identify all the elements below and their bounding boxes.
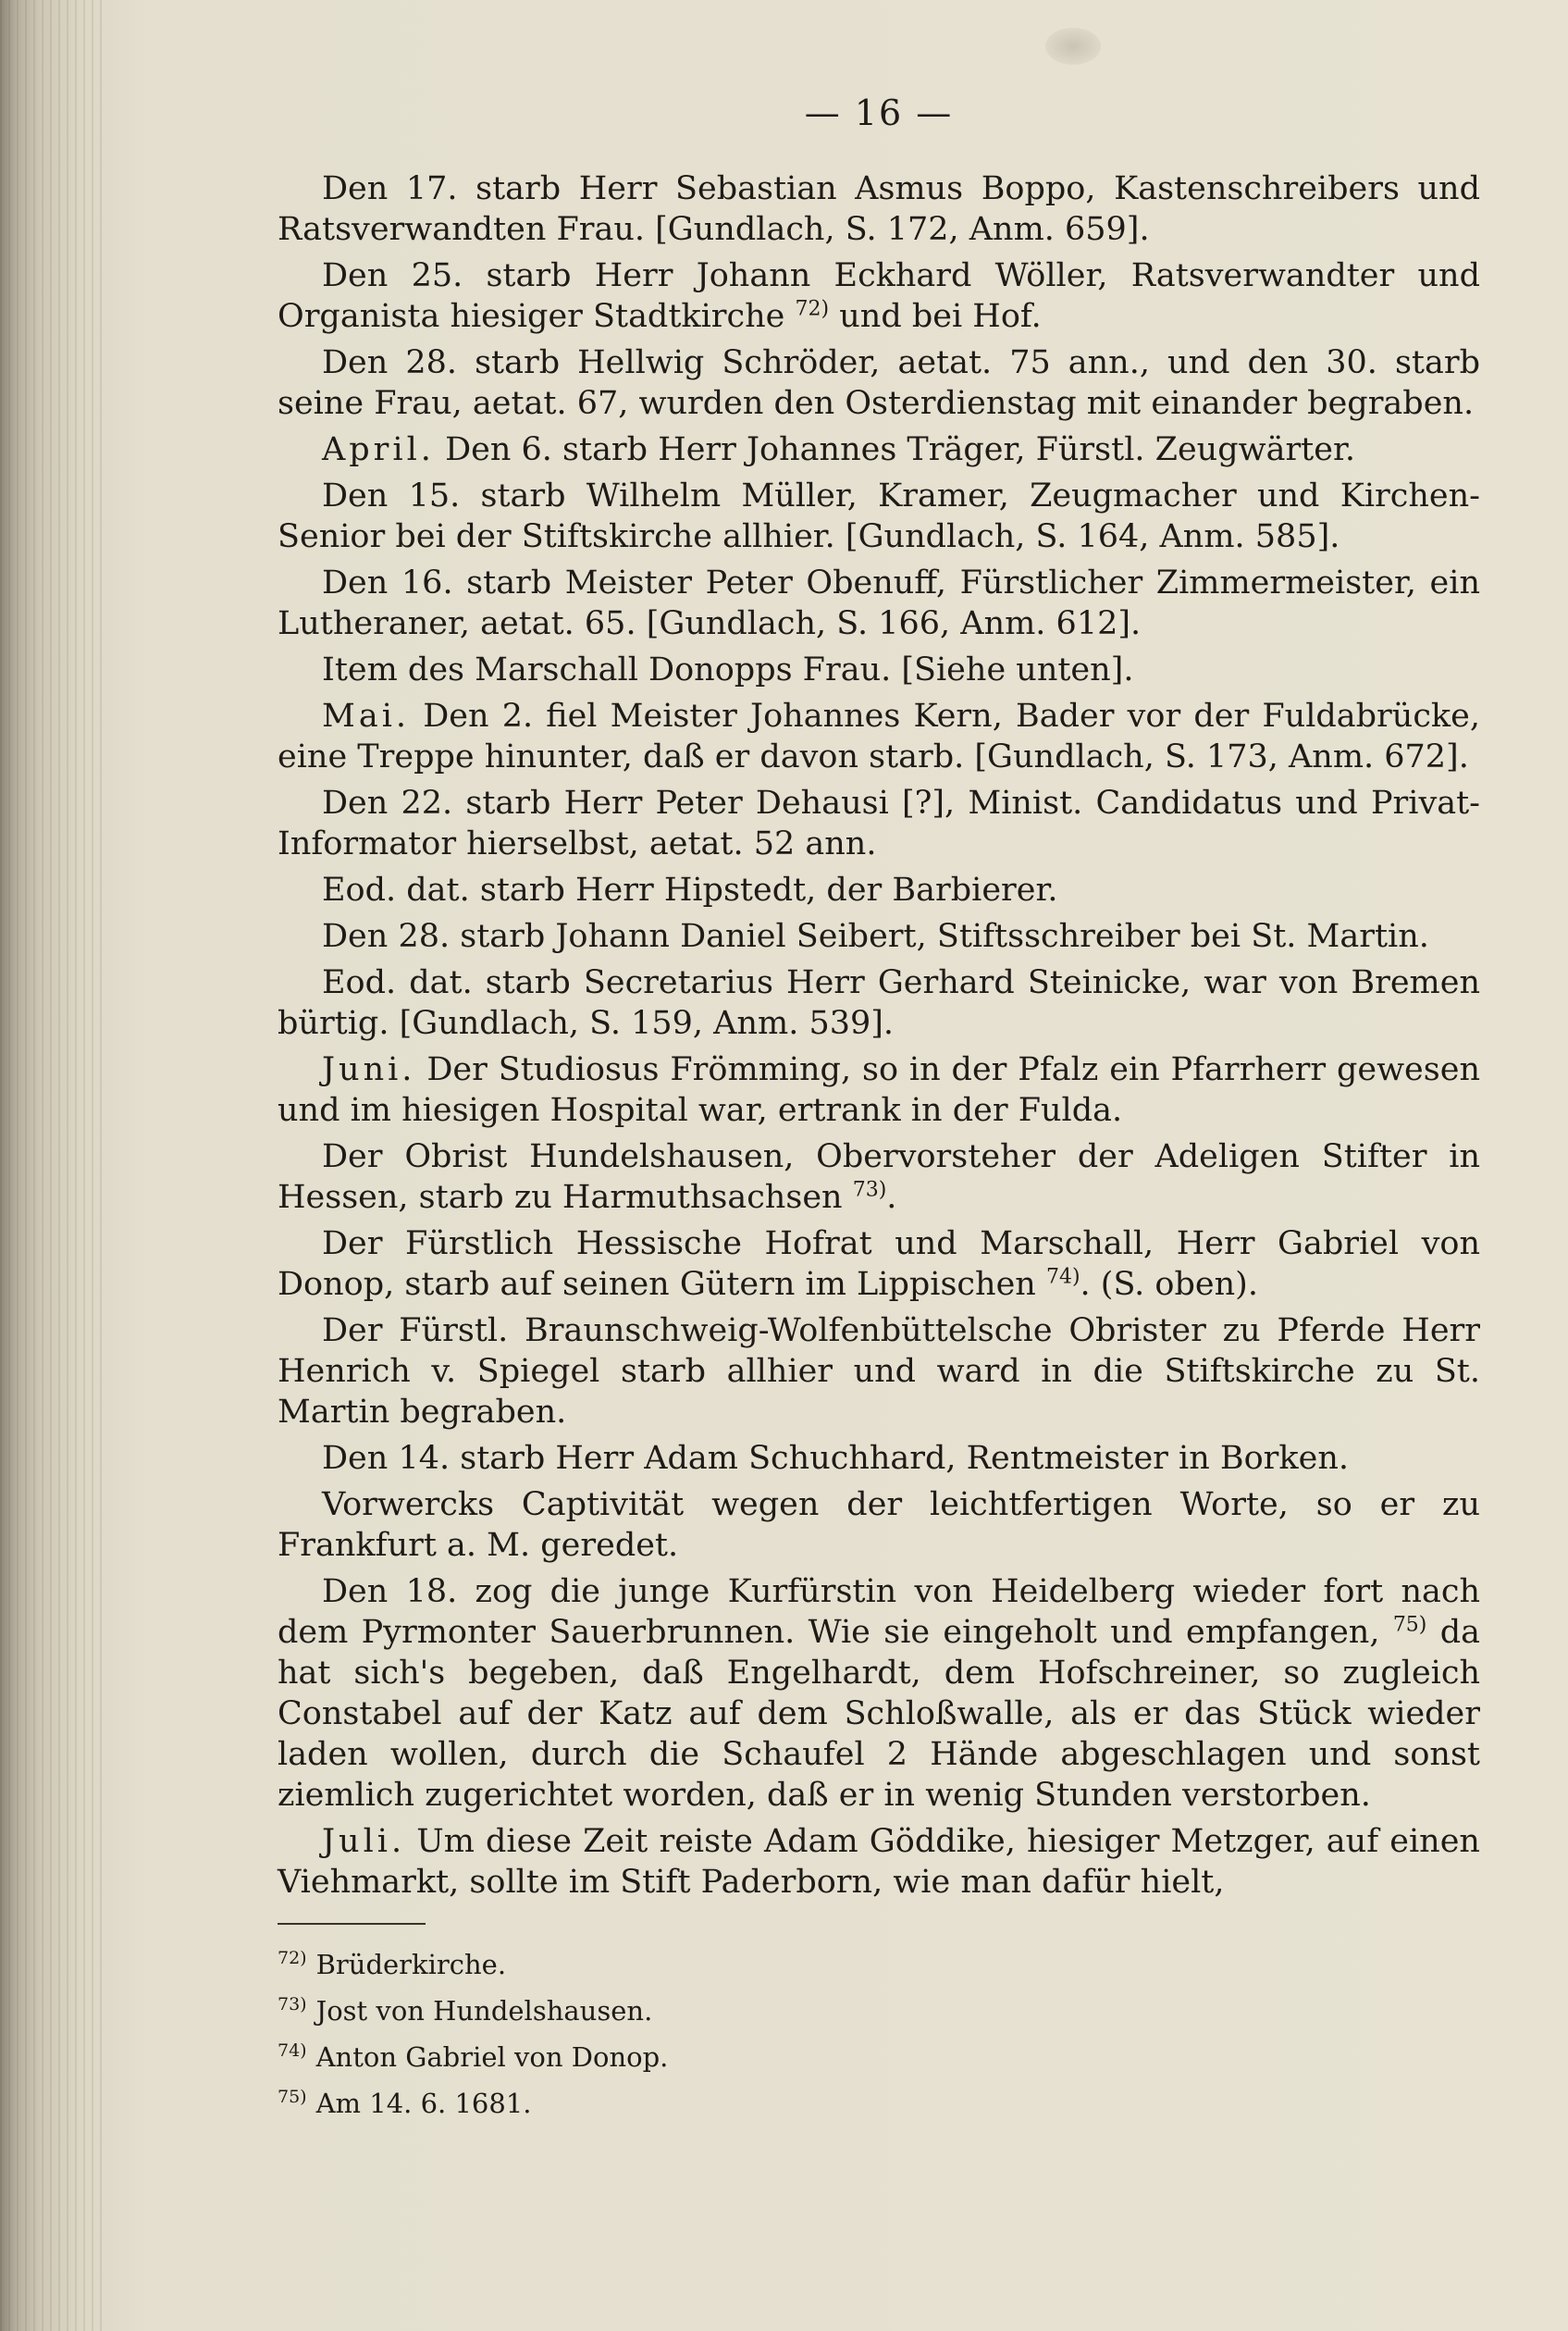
entry-paragraph: Der Fürstlich Hessische Hofrat und Marschall, Herr Gabriel von Donop, starb auf seinen Gütern im Lippischen $^{74)}$. (S. oben). (278, 1225, 1480, 1303)
footnote: $^{73)}$ Jost von Hundelshausen. (278, 1994, 653, 2027)
footnote-divider (278, 1923, 426, 1925)
book-spine-edge (0, 0, 102, 2331)
footnote: $^{75)}$ Am 14. 6. 1681. (278, 2087, 532, 2119)
entry-paragraph: Den 28. starb Hellwig Schröder, aetat. 75 ann., und den 30. starb seine Frau, aetat. 67, wurden den Osterdienstag mit einander begraben. (278, 344, 1480, 422)
paper-smudge (1045, 28, 1101, 65)
entry-paragraph: Den 17. starb Herr Sebastian Asmus Boppo, Kastenschreibers und Ratsverwandten Frau. [Gundlach, S. 172, Anm. 659]. (278, 170, 1480, 248)
page-content (278, 93, 1480, 2126)
footnote-ref: 73) (852, 1178, 887, 1202)
entry-paragraph: Eod. dat. starb Secretarius Herr Gerhard Steinicke, war von Bremen bürtig. [Gundlach, S. 159, Anm. 539]. (278, 964, 1480, 1042)
entry-paragraph: Den 16. starb Meister Peter Obenuff, Fürstlicher Zimmermeister, ein Lutheraner, aetat. 65. [Gundlach, S. 166, Anm. 612]. (278, 564, 1480, 642)
month-heading: Juni. (322, 1051, 416, 1088)
entry-paragraph: Mai. Den 2. fiel Meister Johannes Kern, Bader vor der Fuldabrücke, eine Treppe hinunter, daß er davon starb. [Gundlach, S. 173, Anm. 672]. (278, 698, 1480, 775)
footnote-number: 75) (278, 2087, 307, 2108)
entry-paragraph: Der Fürstl. Braunschweig-Wolfenbüttelsche Obrister zu Pferde Herr Henrich v. Spiegel starb allhier und ward in die Stiftskirche zu St. Martin begraben. (278, 1312, 1480, 1431)
entry-paragraph: Den 28. starb Johann Daniel Seibert, Stiftsschreiber bei St. Martin. (322, 918, 1429, 955)
entry-paragraph: Juni. Der Studiosus Frömming, so in der Pfalz ein Pfarrherr gewesen und im hiesigen Hospital war, ertrank in der Fulda. (278, 1051, 1480, 1129)
page-number: — 16 — (804, 93, 954, 133)
chronicle-entries (278, 168, 1480, 1903)
footnote-number: 74) (278, 2040, 307, 2062)
month-heading: Mai. (322, 698, 411, 735)
footnote: $^{74)}$ Anton Gabriel von Donop. (278, 2040, 669, 2073)
entry-paragraph: Den 15. starb Wilhelm Müller, Kramer, Zeugmacher und Kirchen-Senior bei der Stiftskirche allhier. [Gundlach, S. 164, Anm. 585]. (278, 477, 1480, 555)
footnote-ref: 74) (1045, 1265, 1080, 1289)
month-heading: Juli. (322, 1823, 406, 1860)
footnotes (278, 1941, 1480, 2126)
month-heading: April. (322, 431, 435, 468)
footnote-ref: 75) (1392, 1613, 1427, 1637)
entry-paragraph: Den 14. starb Herr Adam Schuchhard, Rentmeister in Borken. (322, 1440, 1350, 1477)
entry-paragraph: Den 25. starb Herr Johann Eckhard Wöller, Ratsverwandter und Organista hiesiger Stadtkirche $^{72)}$ und bei Hof. (278, 257, 1480, 335)
entry-paragraph: Juli. Um diese Zeit reiste Adam Göddike, hiesiger Metzger, auf einen Viehmarkt, sollte im Stift Paderborn, wie man dafür hielt, (278, 1823, 1480, 1901)
entry-paragraph: Eod. dat. starb Herr Hipstedt, der Barbierer. (322, 872, 1058, 909)
entry-paragraph: April. Den 6. starb Herr Johannes Träger, Fürstl. Zeugwärter. (322, 431, 1355, 468)
entry-paragraph: Item des Marschall Donopps Frau. [Siehe unten]. (322, 651, 1134, 688)
footnote-number: 72) (278, 1948, 307, 1969)
entry-paragraph: Den 22. starb Herr Peter Dehausi [?], Minist. Candidatus und Privat-Informator hierselbst, aetat. 52 ann. (278, 785, 1480, 862)
entry-paragraph: Der Obrist Hundelshausen, Obervorsteher der Adeligen Stifter in Hessen, starb zu Harmuthsachsen $^{73)}$. (278, 1138, 1480, 1216)
entry-paragraph: Vorwercks Captivität wegen der leichtfertigen Worte, so er zu Frankfurt a. M. geredet. (278, 1486, 1480, 1564)
footnote-number: 73) (278, 1994, 307, 2015)
footnote-ref: 72) (795, 297, 830, 321)
entry-paragraph: Den 18. zog die junge Kurfürstin von Heidelberg wieder fort nach dem Pyrmonter Sauerbrunnen. Wie sie eingeholt und empfangen, $^{75)}$ da hat sich's begeben, daß Engelhardt, dem Hofschreiner, so zugleich Constabel auf der Katz auf dem Schloßwalle, als er das Stück wieder laden wollen, durch die Schaufel 2 Hände abgeschlagen und sonst ziemlich zugerichtet worden, daß er in wenig Stunden verstorben. (278, 1573, 1480, 1814)
footnote: $^{72)}$ Brüderkirche. (278, 1948, 507, 1980)
